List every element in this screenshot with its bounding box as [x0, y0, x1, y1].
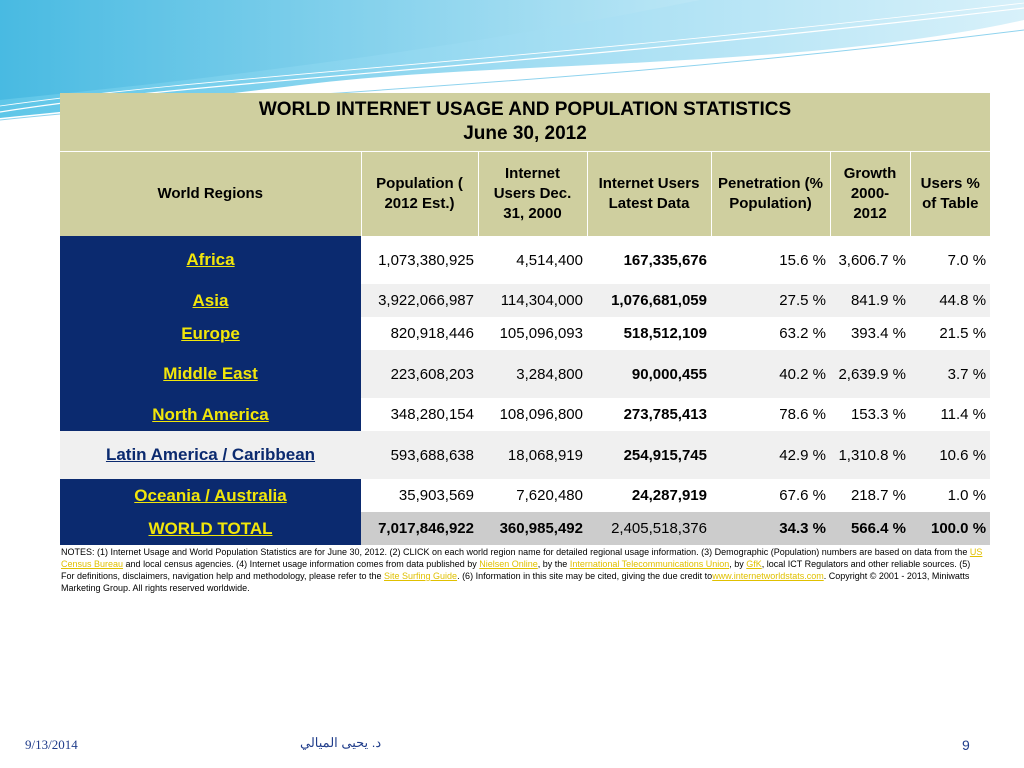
users-2000-cell: 105,096,093 [478, 317, 587, 350]
table-row [60, 284, 990, 317]
population-cell: 593,688,638 [361, 431, 478, 479]
header-penetration: Penetration (% Population) [711, 152, 830, 237]
notes-part: . Copyright © 2001 - 2013, Miniwatts Marketing Group. All rights reserved worldwide. [61, 571, 970, 593]
penetration-cell: 78.6 % [711, 398, 830, 431]
header-users-share: Users % of Table [910, 152, 990, 237]
notes-part: and local census agencies. (4) Internet usage information comes from data published by [123, 559, 480, 569]
share-cell: 7.0 % [910, 236, 990, 284]
notes-text [61, 546, 986, 594]
header-world-regions: World Regions [60, 152, 361, 237]
region-link-world-total[interactable]: WORLD TOTAL [60, 512, 361, 545]
table-row [60, 236, 990, 284]
total-population-cell: 7,017,846,922 [361, 512, 478, 545]
header-users-2000: Internet Users Dec. 31, 2000 [478, 152, 587, 237]
users-2000-cell: 108,096,800 [478, 398, 587, 431]
share-cell: 11.4 % [910, 398, 990, 431]
total-users-latest-cell: 2,405,518,376 [587, 512, 711, 545]
users-latest-cell: 24,287,919 [587, 479, 711, 512]
table-row [60, 479, 990, 512]
statistics-table [60, 93, 990, 545]
region-link-north-america[interactable]: North America [60, 398, 361, 431]
users-2000-cell: 114,304,000 [478, 284, 587, 317]
table-header-row [60, 152, 990, 237]
users-2000-cell: 3,284,800 [478, 350, 587, 398]
total-penetration-cell: 34.3 % [711, 512, 830, 545]
penetration-cell: 40.2 % [711, 350, 830, 398]
users-2000-cell: 18,068,919 [478, 431, 587, 479]
table-title-line1: WORLD INTERNET USAGE AND POPULATION STATISTICS [258, 99, 792, 120]
penetration-cell: 15.6 % [711, 236, 830, 284]
users-2000-cell: 4,514,400 [478, 236, 587, 284]
table-title [60, 93, 990, 152]
total-users-2000-cell: 360,985,492 [478, 512, 587, 545]
population-cell: 820,918,446 [361, 317, 478, 350]
population-cell: 3,922,066,987 [361, 284, 478, 317]
users-latest-cell: 518,512,109 [587, 317, 711, 350]
users-latest-cell: 254,915,745 [587, 431, 711, 479]
growth-cell: 218.7 % [830, 479, 910, 512]
header-users-latest: Internet Users Latest Data [587, 152, 711, 237]
population-cell: 223,608,203 [361, 350, 478, 398]
region-link-asia[interactable]: Asia [60, 284, 361, 317]
footer-date: 9/13/2014 [25, 737, 78, 752]
notes-part: , by [729, 559, 747, 569]
penetration-cell: 63.2 % [711, 317, 830, 350]
penetration-cell: 42.9 % [711, 431, 830, 479]
users-latest-cell: 1,076,681,059 [587, 284, 711, 317]
table-row [60, 431, 990, 479]
notes-part: , local ICT Regulators and other reliable sources. (5) For definitions, disclaimers, navigation help and methodology, please refer to the [61, 559, 971, 581]
growth-cell: 393.4 % [830, 317, 910, 350]
total-growth-cell: 566.4 % [830, 512, 910, 545]
share-cell: 1.0 % [910, 479, 990, 512]
nielsen-online-link[interactable]: Nielsen Online [479, 559, 538, 569]
growth-cell: 2,639.9 % [830, 350, 910, 398]
region-link-latin-america[interactable]: Latin America / Caribbean [60, 431, 361, 479]
population-cell: 348,280,154 [361, 398, 478, 431]
table-row [60, 398, 990, 431]
table-row [60, 317, 990, 350]
share-cell: 44.8 % [910, 284, 990, 317]
notes-part: . (6) Information in this site may be cited, giving the due credit to [457, 571, 713, 581]
growth-cell: 3,606.7 % [830, 236, 910, 284]
footer-author: د. يحيى الميالي [300, 735, 382, 750]
users-latest-cell: 90,000,455 [587, 350, 711, 398]
users-latest-cell: 167,335,676 [587, 236, 711, 284]
table-title-row [60, 93, 990, 152]
users-latest-cell: 273,785,413 [587, 398, 711, 431]
region-link-europe[interactable]: Europe [60, 317, 361, 350]
notes-part: NOTES: (1) Internet Usage and World Population Statistics are for June 30, 2012. (2) CLICK on each world region name for detailed regional usage information. (3) Demographic (Population) numbers are based on data from the [61, 547, 970, 557]
users-2000-cell: 7,620,480 [478, 479, 587, 512]
internetworldstats-link[interactable]: www.internetworldstats.com [712, 571, 824, 581]
population-cell: 1,073,380,925 [361, 236, 478, 284]
growth-cell: 153.3 % [830, 398, 910, 431]
itu-link[interactable]: International Telecommunications Union [569, 559, 730, 569]
growth-cell: 841.9 % [830, 284, 910, 317]
penetration-cell: 67.6 % [711, 479, 830, 512]
table-title-line2: June 30, 2012 [463, 123, 587, 144]
site-surfing-guide-link[interactable]: Site Surfing Guide [384, 571, 458, 581]
population-cell: 35,903,569 [361, 479, 478, 512]
table-total-row [60, 512, 990, 545]
notes-part: , by the [537, 559, 570, 569]
us-census-bureau-link[interactable]: US Census Bureau [61, 547, 983, 569]
share-cell: 10.6 % [910, 431, 990, 479]
region-link-africa[interactable]: Africa [60, 236, 361, 284]
growth-cell: 1,310.8 % [830, 431, 910, 479]
header-population: Population ( 2012 Est.) [361, 152, 478, 237]
region-link-middle-east[interactable]: Middle East [60, 350, 361, 398]
penetration-cell: 27.5 % [711, 284, 830, 317]
gfk-link[interactable]: GfK [746, 559, 762, 569]
share-cell: 3.7 % [910, 350, 990, 398]
page-number: 9 [962, 737, 970, 753]
share-cell: 21.5 % [910, 317, 990, 350]
header-growth: Growth 2000-2012 [830, 152, 910, 237]
total-share-cell: 100.0 % [910, 512, 990, 545]
table-row [60, 350, 990, 398]
region-link-oceania[interactable]: Oceania / Australia [60, 479, 361, 512]
